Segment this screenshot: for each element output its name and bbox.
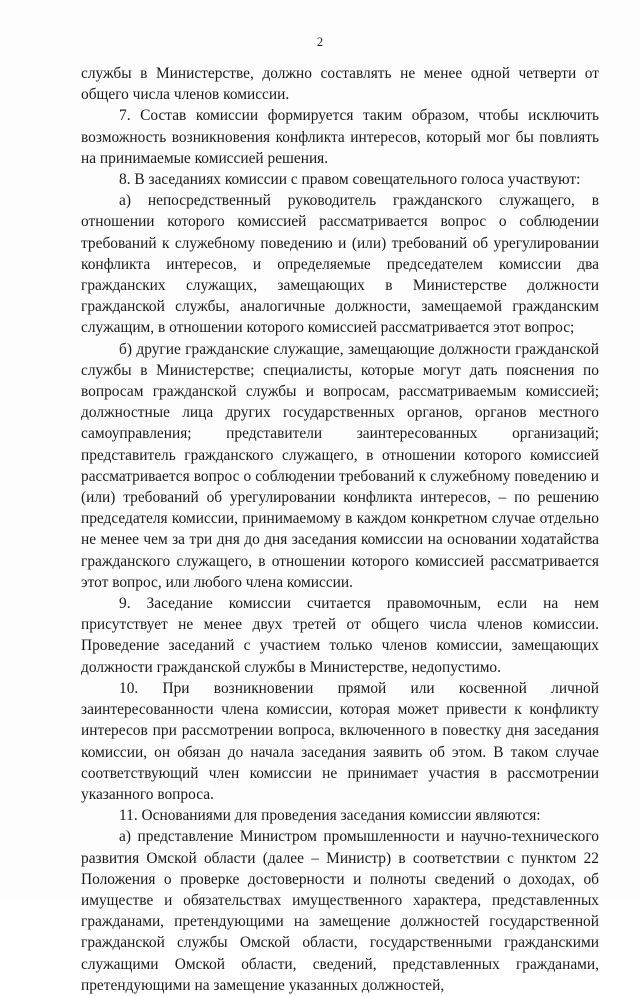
paragraph-item-11: 11. Основаниями для проведения заседания комиссии являются: — [119, 807, 541, 825]
paragraph-item-10: 10. При возникновении прямой или косвенной личной заинтересованности члена комиссии, которая может привести к конфликту интересов при рассмотрении вопроса, включенного в повестку дня заседания комиссии, он обязан до начала заседания заявить об этом. В таком случае соответствующий член комиссии не принимает участия в рассмотрении указанного вопроса. — [81, 679, 599, 803]
paragraph-item-8b: б) другие гражданские служащие, замещающие должности гражданской службы в Министерстве; специалисты, которые могут дать пояснения по вопросам гражданской службы и вопросам, рассматриваемым комиссией; должностные лица других государственных органов, органов местного самоуправления; представители заинтересованных организаций; представитель гражданского служащего, в отношении которого комиссией рассматривается вопрос о соблюдении требований к служебному поведению и (или) требований об урегулировании конфликта интересов, – по решению председателя комиссии, принимаемому в каждом конкретном случае отдельно не менее чем за три дня до дня заседания комиссии на основании ходатайства гражданского служащего, в отношении которого комиссией рассматривается этот вопрос, или любого члена комиссии. — [81, 340, 599, 591]
paragraph-item-7: 7. Состав комиссии формируется таким образом, чтобы исключить возможность возникновения конфликта интересов, который мог бы повлиять на принимаемые комиссией решения. — [81, 107, 599, 167]
paragraph-item-8a: а) непосредственный руководитель гражданского служащего, в отношении которого комиссией рассматривается вопрос о соблюдении требований к служебному поведению и (или) требований об урегулировании конфликта интересов, и определяемые председателем комиссии два гражданских служащих, замещающих в Министерстве должности гражданской службы, аналогичные должности, замещаемой гражданским служащим, в отношении которого комиссией рассматривается этот вопрос; — [81, 192, 599, 337]
document-body — [81, 63, 599, 996]
paragraph-continuation: службы в Министерстве, должно составлять не менее одной четверти от общего числа членов комиссии. — [81, 65, 599, 104]
paragraph-item-8: 8. В заседаниях комиссии с правом совещательного голоса участвуют: — [119, 171, 581, 189]
page-number: 2 — [316, 35, 324, 49]
paragraph-item-11a: а) представление Министром промышленности и научно-технического развития Омской области (далее – Министр) в соответствии с пунктом 22 Положения о проверке достоверности и полноты сведений о доходах, об имуществе и обязательствах имущественного характера, представленных гражданами, претендующими на замещение должностей государственной гражданской службы Омской области, государственными гражданскими служащими Омской области, сведений, представленных гражданами, претендующими на замещение указанных должностей, — [81, 828, 599, 994]
paragraph-item-9: 9. Заседание комиссии считается правомочным, если на нем присутствует не менее двух третей от общего числа членов комиссии. Проведение заседаний с участием только членов комиссии, замещающих должности гражданской службы в Министерстве, недопустимо. — [81, 595, 599, 676]
